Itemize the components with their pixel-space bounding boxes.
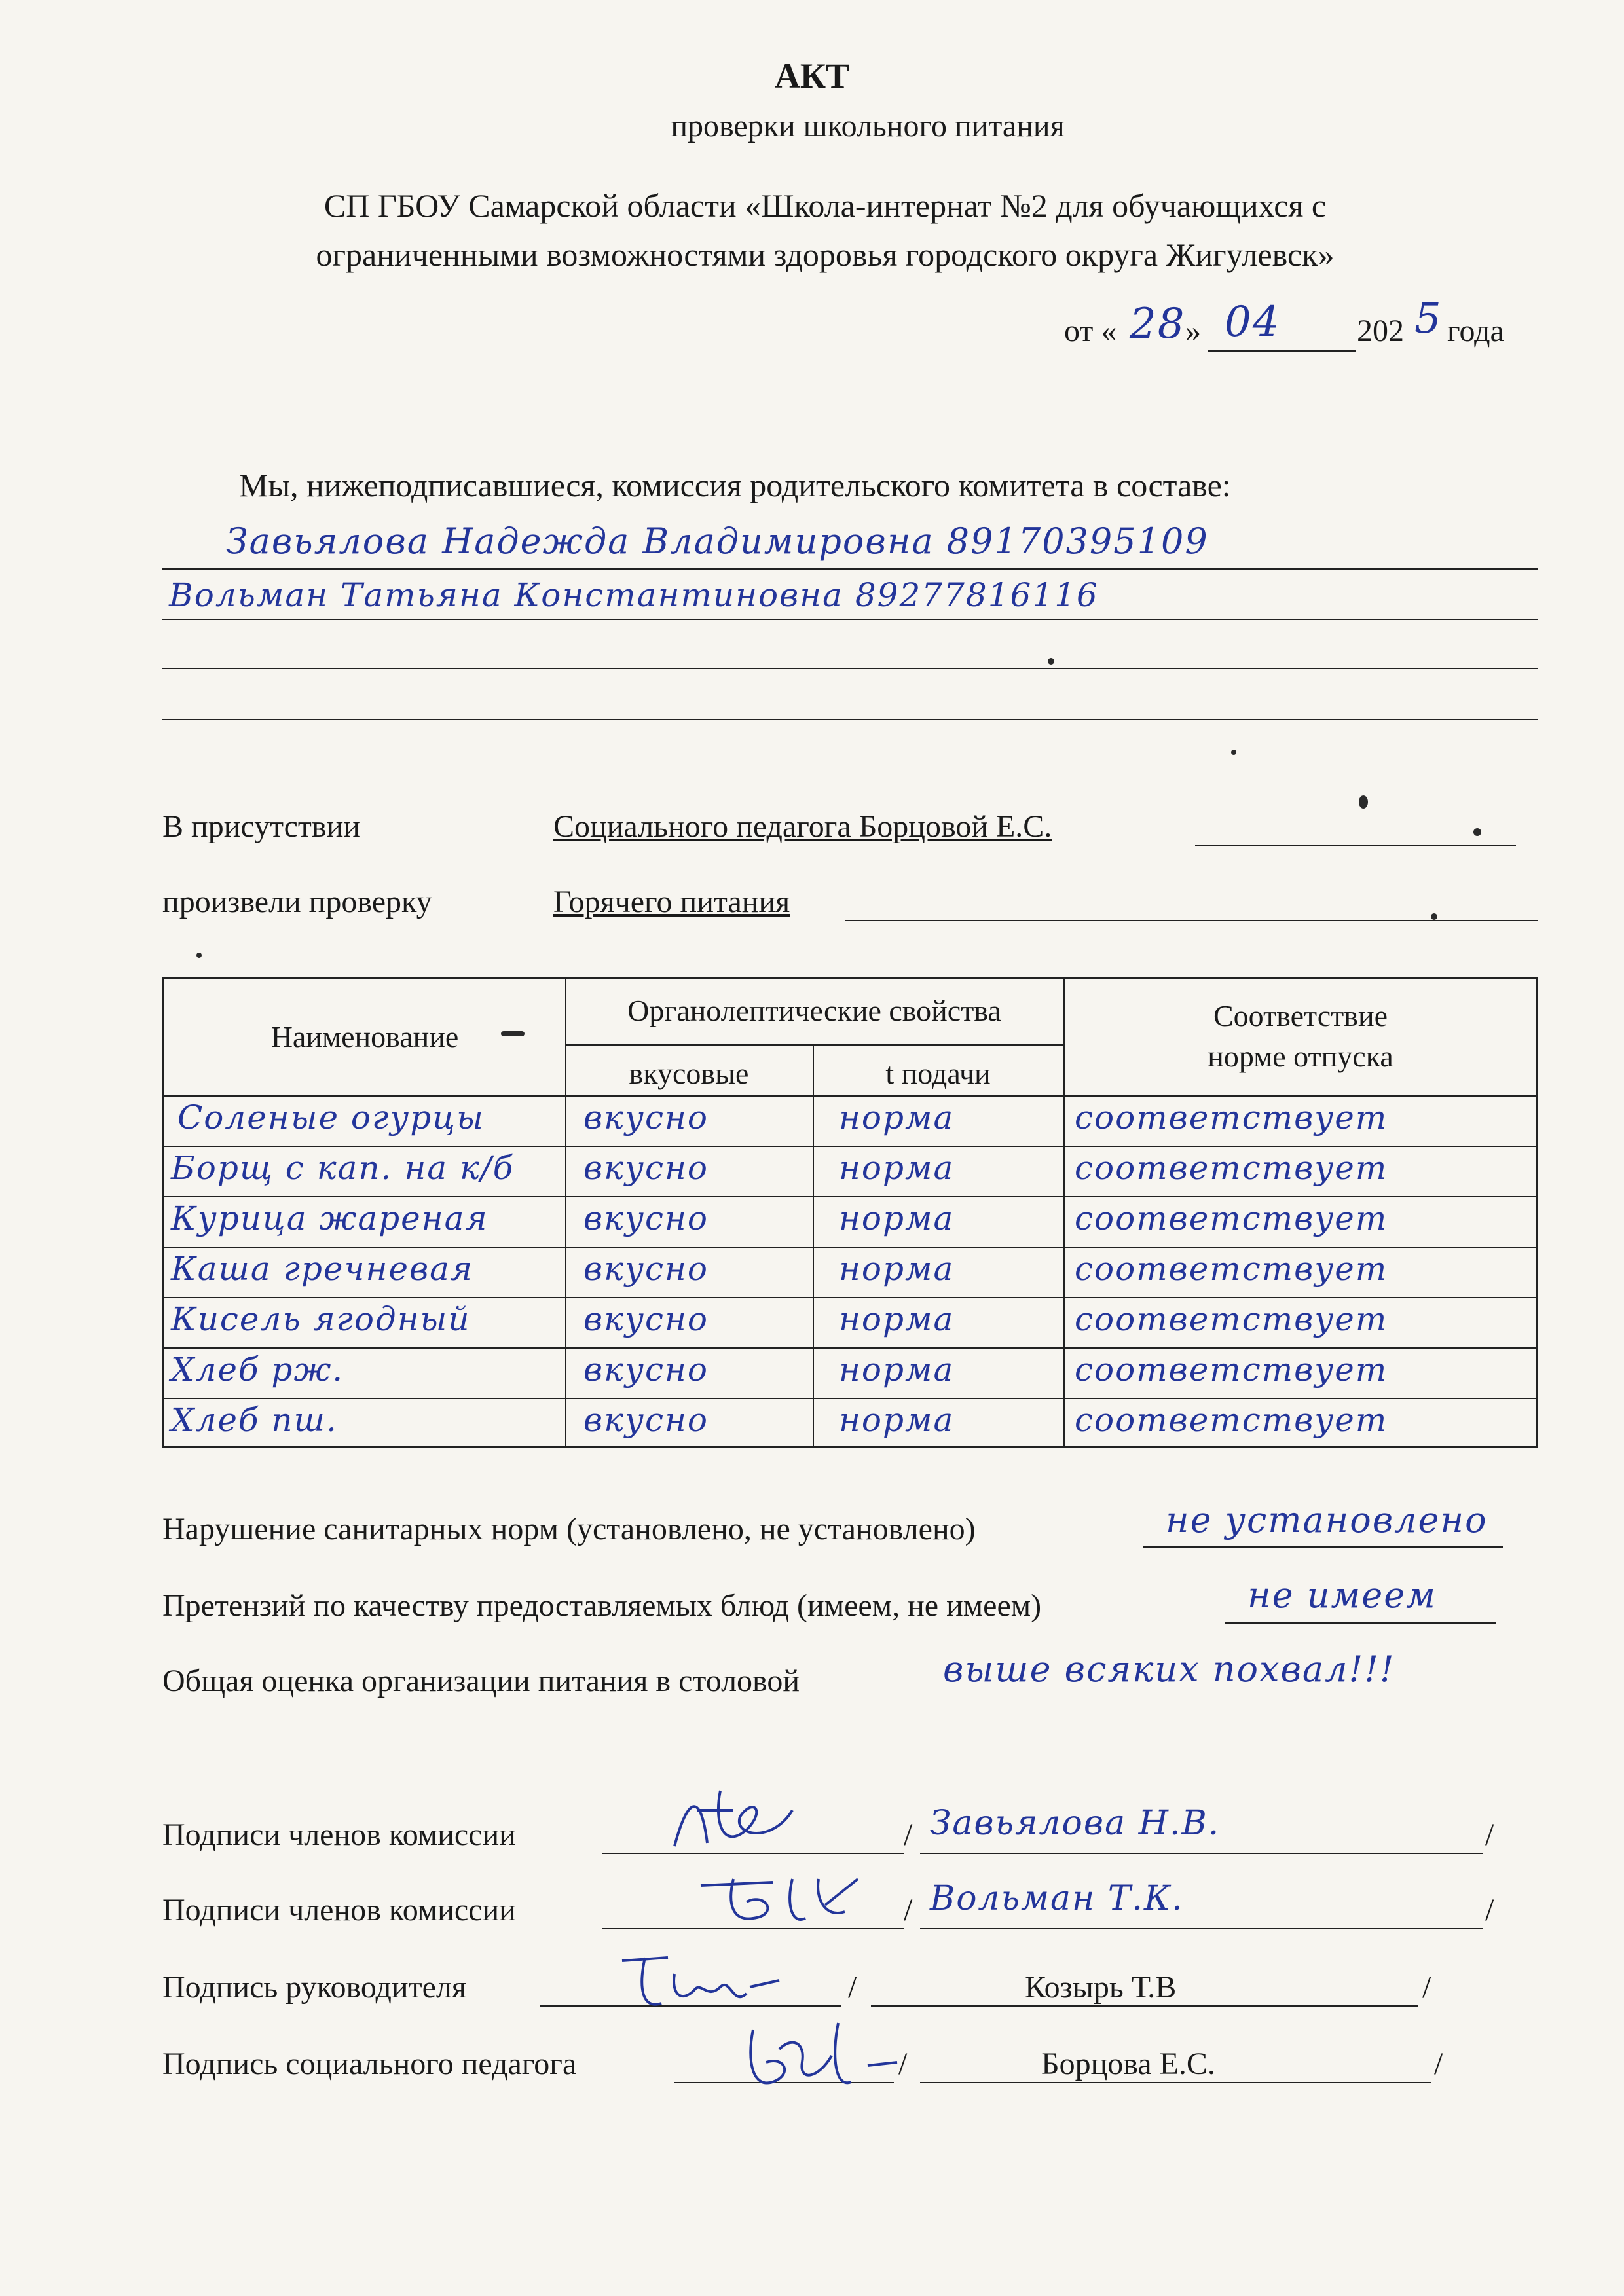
- organization-line-2: ограниченными возможностями здоровья городского округа Жигулевск»: [316, 236, 1335, 273]
- header-temp: t подачи: [885, 1057, 991, 1090]
- row-name: Хлеб пш.: [171, 1401, 338, 1439]
- member-signature-label-2: Подписи членов комиссии: [162, 1893, 516, 1927]
- date-month: 04: [1225, 298, 1281, 346]
- member-2-end-separator: /: [1485, 1893, 1494, 1927]
- check-label: произвели проверку: [162, 884, 432, 919]
- row-temp: норма: [839, 1099, 955, 1137]
- committee-member-2: Вольман Татьяна Константиновна 89277816116: [169, 576, 1099, 614]
- row-name: Борщ с кап. на к/б: [171, 1149, 515, 1187]
- row-name: Кисель ягодный: [171, 1300, 471, 1338]
- head-signature-label: Подпись руководителя: [162, 1970, 466, 2005]
- row-taste: вкусно: [583, 1250, 709, 1288]
- row-temp: норма: [839, 1149, 955, 1187]
- member-1-name: Завьялова Н.В.: [930, 1804, 1221, 1843]
- overall-label: Общая оценка организации питания в столовой: [162, 1664, 800, 1698]
- member-2-signature: [694, 1866, 864, 1931]
- member-2-separator: /: [904, 1893, 913, 1927]
- row-taste: вкусно: [583, 1199, 709, 1237]
- row-temp: норма: [839, 1401, 955, 1439]
- scan-speck: [501, 1031, 525, 1036]
- presence-label: В присутствии: [162, 809, 360, 844]
- row-norm: соответствует: [1075, 1149, 1388, 1187]
- scan-speck: [1359, 795, 1368, 809]
- header-taste: вкусовые: [629, 1057, 749, 1090]
- social-separator: /: [898, 2047, 908, 2081]
- member-2-name: Вольман Т.К.: [930, 1879, 1184, 1918]
- row-temp: норма: [839, 1351, 955, 1389]
- document-subtitle: проверки школьного питания: [671, 109, 1065, 143]
- row-taste: вкусно: [583, 1099, 709, 1137]
- violation-label: Нарушение санитарных норм (установлено, не установлено): [162, 1512, 976, 1546]
- date-year-prefix: 202: [1357, 314, 1404, 348]
- row-taste: вкусно: [583, 1300, 709, 1338]
- scan-speck: [1473, 828, 1481, 836]
- overall-value: выше всяких похвал!!!: [943, 1649, 1395, 1690]
- committee-member-1: Завьялова Надежда Владимировна 89170395109: [226, 520, 1209, 562]
- date-separator: »: [1185, 314, 1201, 348]
- date-prefix: от «: [1064, 314, 1117, 348]
- head-separator: /: [848, 1970, 857, 2005]
- social-name: Борцова Е.С.: [1041, 2047, 1215, 2081]
- row-norm: соответствует: [1075, 1099, 1388, 1137]
- claims-value: не имеем: [1247, 1575, 1437, 1616]
- member-1-end-separator: /: [1485, 1817, 1494, 1852]
- date-year-digit: 5: [1414, 295, 1443, 343]
- head-signature: [609, 1948, 792, 2020]
- committee-intro: Мы, нижеподписавшиеся, комиссия родительского комитета в составе:: [239, 467, 1231, 503]
- member-1-separator: /: [904, 1817, 913, 1852]
- social-signature-label: Подпись социального педагога: [162, 2047, 577, 2081]
- head-end-separator: /: [1422, 1970, 1431, 2005]
- scan-speck: [1431, 913, 1437, 920]
- violation-value: не установлено: [1166, 1499, 1488, 1540]
- scan-speck: [1048, 658, 1054, 665]
- row-taste: вкусно: [583, 1351, 709, 1389]
- head-name: Козырь Т.В: [1025, 1970, 1177, 2005]
- row-temp: норма: [839, 1199, 955, 1237]
- check-value: Горячего питания: [553, 884, 790, 919]
- row-norm: соответствует: [1075, 1300, 1388, 1338]
- scan-speck: [196, 953, 202, 958]
- row-name: Хлеб рж.: [171, 1351, 344, 1389]
- member-signature-label-1: Подписи членов комиссии: [162, 1817, 516, 1852]
- row-temp: норма: [839, 1300, 955, 1338]
- claims-label: Претензий по качеству предоставляемых блюд (имеем, не имеем): [162, 1588, 1042, 1623]
- row-norm: соответствует: [1075, 1199, 1388, 1237]
- member-1-signature: [661, 1784, 819, 1856]
- row-temp: норма: [839, 1250, 955, 1288]
- row-norm: соответствует: [1075, 1401, 1388, 1439]
- inspection-table: [162, 977, 1538, 1448]
- header-organoleptic: Органолептические свойства: [627, 994, 1001, 1027]
- date-suffix: года: [1447, 314, 1504, 348]
- social-signature: [727, 2016, 904, 2095]
- presence-value: Социального педагога Борцовой Е.С.: [553, 809, 1052, 844]
- scan-speck: [1231, 750, 1236, 755]
- row-taste: вкусно: [583, 1149, 709, 1187]
- row-name: Соленые огурцы: [177, 1099, 485, 1137]
- row-norm: соответствует: [1075, 1351, 1388, 1389]
- date-day: 28: [1130, 300, 1186, 348]
- row-taste: вкусно: [583, 1401, 709, 1439]
- document-title: АКТ: [774, 56, 850, 96]
- row-name: Курица жареная: [171, 1199, 489, 1237]
- row-name: Каша гречневая: [171, 1250, 474, 1288]
- header-norm-2: норме отпуска: [1208, 1040, 1393, 1073]
- social-end-separator: /: [1434, 2047, 1443, 2081]
- header-norm-1: Соответствие: [1213, 999, 1388, 1032]
- header-name: Наименование: [270, 1020, 459, 1053]
- row-norm: соответствует: [1075, 1250, 1388, 1288]
- organization-line-1: СП ГБОУ Самарской области «Школа-интернат №2 для обучающихся с: [323, 187, 1327, 224]
